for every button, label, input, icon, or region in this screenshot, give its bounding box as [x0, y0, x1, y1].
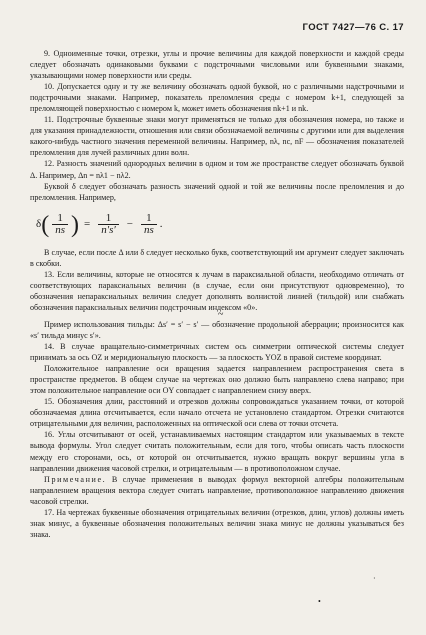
- formula-minus: −: [126, 218, 133, 231]
- paragraph-17: 17. На чертежах буквенные обозначения отрицательных величин (отрезков, длин, углов) должны иметь знак минус, а буквенные обозначения положительных величин знака минус не должны указываться без знака.: [30, 507, 404, 539]
- note-label: Примечание.: [44, 474, 107, 484]
- formula-lhs-fraction: $\frac{1}{ns}$: [52, 213, 68, 236]
- note-text: В случае применения в выводах формул векторной алгебры положительным направлением вращения вектора следует считать направление, противоположное направлению движения часовой стрелки.: [30, 474, 405, 506]
- formula-equals: =: [83, 218, 91, 231]
- document-body: [30, 48, 404, 540]
- paragraph-12: 12. Разность значений однородных величин в одном и том же пространстве следует обозначать буквой Δ. Например, Δn = nλ1 − nλ2.: [30, 159, 404, 180]
- paragraph-10: 10. Допускается одну и ту же величину обозначать одной буквой, но с различными надстрочными и подстрочными знаками. Например, показатель преломления среды с номером k+1, следующей за преломляющей поверхностью с номером k, может иметь обозначения nk+1 и nk.: [30, 82, 404, 114]
- formula-end-period: .: [159, 218, 163, 231]
- example-line: Пример использования тильды: Δs′ = s′ − s′ — обозначение продольной аберрации; произносится как «s′ тильда минус s′».: [30, 319, 404, 340]
- formula-rhs1-fraction: $\frac{1}{n's'}$: [98, 213, 119, 236]
- paragraph-arguments: В случае, если после Δ или δ следует несколько букв, соответствующий им аргумент следует заключать в скобки.: [30, 247, 404, 268]
- stray-mark-bullet: •: [318, 597, 321, 606]
- paragraph-positive-direction: Положительное направление оси вращения задается направлением распространения света в пространстве предметов. В общем случае на чертежах оно должно быть направлено слева направо; при этом положительное направление оси OY совпадает с направлением снизу вверх.: [30, 364, 404, 396]
- page-header: ГОСТ 7427—76 С. 17: [302, 22, 404, 33]
- formula-delta-1-over-ns: [36, 205, 404, 245]
- formula-left-symbol: δ: [36, 218, 42, 231]
- formula-rhs2-fraction: $\frac{1}{ns}$: [141, 213, 157, 236]
- stray-mark-dot: ·: [373, 574, 376, 583]
- paragraph-14: 14. В случае вращательно-симметричных систем ось симметрии оптической системы следует принимать за ось OZ и меридиональную плоскость — за плоскость YOZ в правой системе координат.: [30, 342, 404, 363]
- formula-left-paren: (: [41, 211, 50, 238]
- paragraph-15: 15. Обозначения длин, расстояний и отрезков должны сопровождаться указанием точки, от которой обозначаемая длина отсчитывается, если начало отсчета не установлено стандартом. Отрезки считаются отрицательными для величин, расположенных на оптической оси слева от точки отсчета.: [30, 397, 404, 429]
- formula-right-paren: ): [70, 211, 79, 238]
- paragraph-9: 9. Одноименные точки, отрезки, углы и прочие величины для каждой поверхности и каждой среды следует обозначать одинаковыми буквами с подстрочными числовыми или буквенными знаками, указывающими номер поверхности или среды.: [30, 49, 404, 81]
- paragraph-delta: Буквой δ следует обозначать разность значений одной и той же величины после преломления и до преломления. Например,: [30, 181, 404, 202]
- paragraph-13: 13. Если величины, которые не относятся к лучам в параксиальной области, необходимо отличать от соответствующих параксиальных величин (в случае, если они присутствуют одновременно), то обозначения непараксиальных величин следует дополнять волнистой линией (тильдой) или снабжать обозначения параксиальных величин подстрочным индексом «0».: [30, 269, 404, 312]
- paragraph-16: 16. Углы отсчитывают от осей, устанавливаемых настоящим стандартом или указываемых в тексте вывода формулы. Угол следует считать положительным, если для того, чтобы описать часть плоскости между его сторонами, ось, от которой он отсчитывается, нужно вращать вокруг вершины угла в направлении движения часовой стрелки, и отрицательным — в противоположном случае.: [30, 430, 404, 473]
- tilde-mark: ~: [218, 308, 224, 320]
- paragraph-11: 11. Подстрочные буквенные знаки могут применяться не только для обозначения номера, но также и для указания принадлежности, отношения или связи обозначаемой величины с другими или для выделения какого-нибудь частного значения переменной величины. Например, nλ, nc, nF — обозначения показателей преломления для лучей различных длин волн.: [30, 115, 404, 158]
- note-paragraph: [30, 474, 404, 507]
- tilde-row: [30, 308, 404, 320]
